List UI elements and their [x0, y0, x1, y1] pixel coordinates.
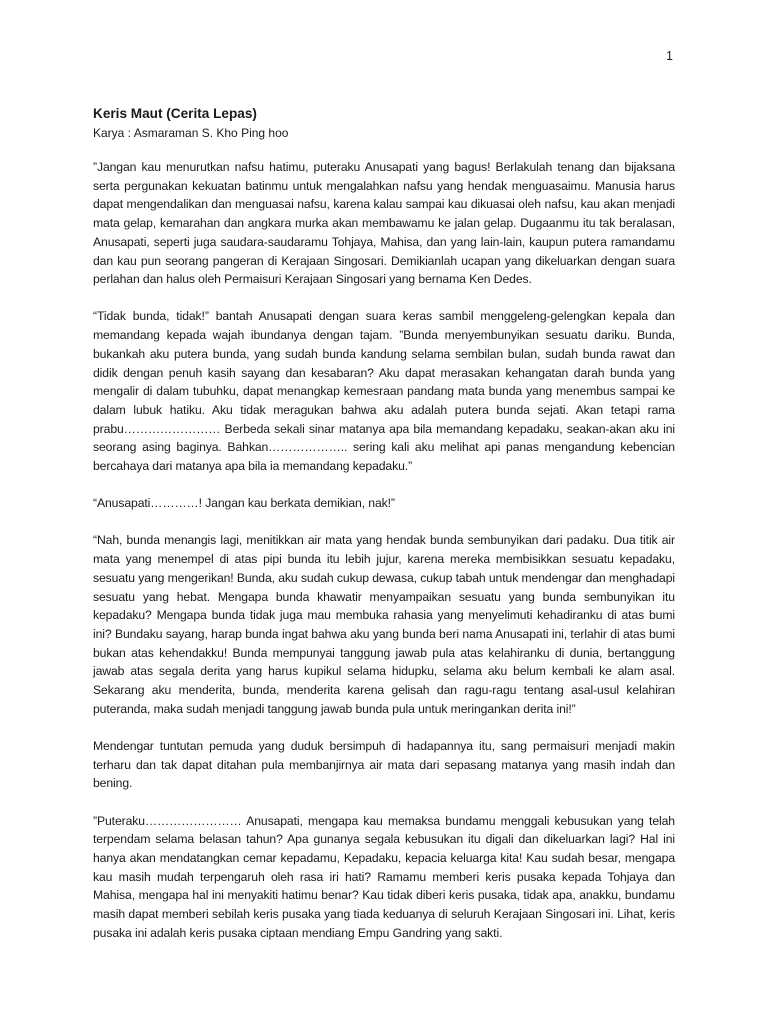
document-author: Karya : Asmaraman S. Kho Ping hoo: [93, 126, 289, 140]
paragraph: Mendengar tuntutan pemuda yang duduk bersimpuh di hadapannya itu, sang permaisuri menjadi makin terharu dan tak dapat ditahan pula membanjirnya air mata dari sepasang matanya yang masih indah dan bening.: [93, 738, 675, 791]
paragraph: “Anusapati…………! Jangan kau berkata demikian, nak!”: [93, 496, 395, 511]
paragraph: “Nah, bunda menangis lagi, menitikkan air mata yang hendak bunda sembunyikan dari padaku. Dua titik air mata yang menempel di atas pipi bunda itu lebih jujur, karena mereka membisikkan sesuatu kepadaku, sesuatu yang mengerikan! Bunda, aku sudah cukup dewasa, cukup tabah untuk mendengar dan menghadapi sesuatu yang hebat. Mengapa bunda khawatir menyampaikan sesuatu yang bunda sembunyikan itu kepadaku? Mengapa bunda tidak juga mau membuka rahasia yang menyelimuti kehadiranku di atas bumi ini? Bundaku sayang, harap bunda ingat bahwa aku yang bunda beri nama Anusapati ini, terlahir di atas bumi bukan atas kehendakku! Bunda mempunyai tanggung jawab pula atas kelahiranku di dunia, bertanggung jawab atas segala derita yang harus kupikul selama hidupku, selama aku belum kembali ke alam asal. Sekarang aku menderita, bunda, menderita karena gelisah dan ragu-ragu tentang asal-usul kelahiran puteranda, maka sudah menjadi tanggung jawab bunda pula untuk meringankan derita ini!”: [93, 533, 675, 716]
document-body: [93, 105, 675, 943]
paragraph: ”Puteraku…………………… Anusapati, mengapa kau memaksa bundamu menggali kebusukan yang telah terpendam selama belasan tahun? Apa gunanya segala kebusukan itu digali dan dikeluarkan lagi? Hal ini hanya akan mendatangkan cemar kepadamu, Kepadaku, kepacia keluarga kita! Kau sudah besar, mengapa kau masih mudah terpengaruh oleh rasa iri hati? Ramamu memberi keris pusaka kepada Tohjaya dan Mahisa, mengapa hal ini menyakiti hatimu benar? Kau tidak diberi keris pusaka, tidak apa, anakku, bundamu masih dapat memberi sebilah keris pusaka yang tiada keduanya di seluruh Kerajaan Singosari ini. Lihat, keris pusaka ini adalah keris pusaka ciptaan mendiang Empu Gandring yang sakti.: [93, 813, 675, 940]
document-title: Keris Maut (Cerita Lepas): [93, 106, 257, 121]
page-number: 1: [666, 49, 673, 63]
paragraph: ”Jangan kau menurutkan nafsu hatimu, puteraku Anusapati yang bagus! Berlakulah tenang dan bijaksana serta pergunakan kekuatan batinmu untuk mengalahkan nafsu yang hendak menguasaimu. Manusia harus dapat mengendalikan dan menguasai nafsu, karena kalau sampai kau dikuasai oleh nafsu, kau akan menjadi mata gelap, kemarahan dan angkara murka akan membawamu ke jalan gelap. Dugaanmu itu tak beralasan, Anusapati, seperti juga saudara-saudaramu Tohjaya, Mahisa, dan yang lain-lain, kaupun putera ramandamu dan kau pun seorang pangeran di Kerajaan Singosari. Demikianlah ucapan yang dikeluarkan dengan suara perlahan dan halus oleh Permaisuri Kerajaan Singosari yang bernama Ken Dedes.: [93, 160, 675, 287]
paragraph: “Tidak bunda, tidak!” bantah Anusapati dengan suara keras sambil menggeleng-gelengkan kepala dan memandang kepada wajah ibundanya dengan tajam. ”Bunda menyembunyikan sesuatu dariku. Bunda, bukankah aku putera bunda, yang sudah bunda kandung selama sembilan bulan, sudah bunda rawat dan didik dengan penuh kasih sayang dan kesabaran? Aku dapat merasakan kehangatan darah bunda yang mengalir di dalam tubuhku, dapat menangkap kemesraan pandang mata bunda yang menembus sampai ke dalam lubuk hatiku. Aku tidak meragukan bahwa aku adalah putera bunda sejati. Akan tetapi rama prabu…………………… Berbeda sekali sinar matanya apa bila memandang kepadaku, seakan-akan aku ini seorang asing baginya. Bahkan……………….. sering kali aku melihat api panas mengandung kebencian bercahaya dari matanya apa bila ia memandang kepadaku.”: [93, 309, 675, 474]
